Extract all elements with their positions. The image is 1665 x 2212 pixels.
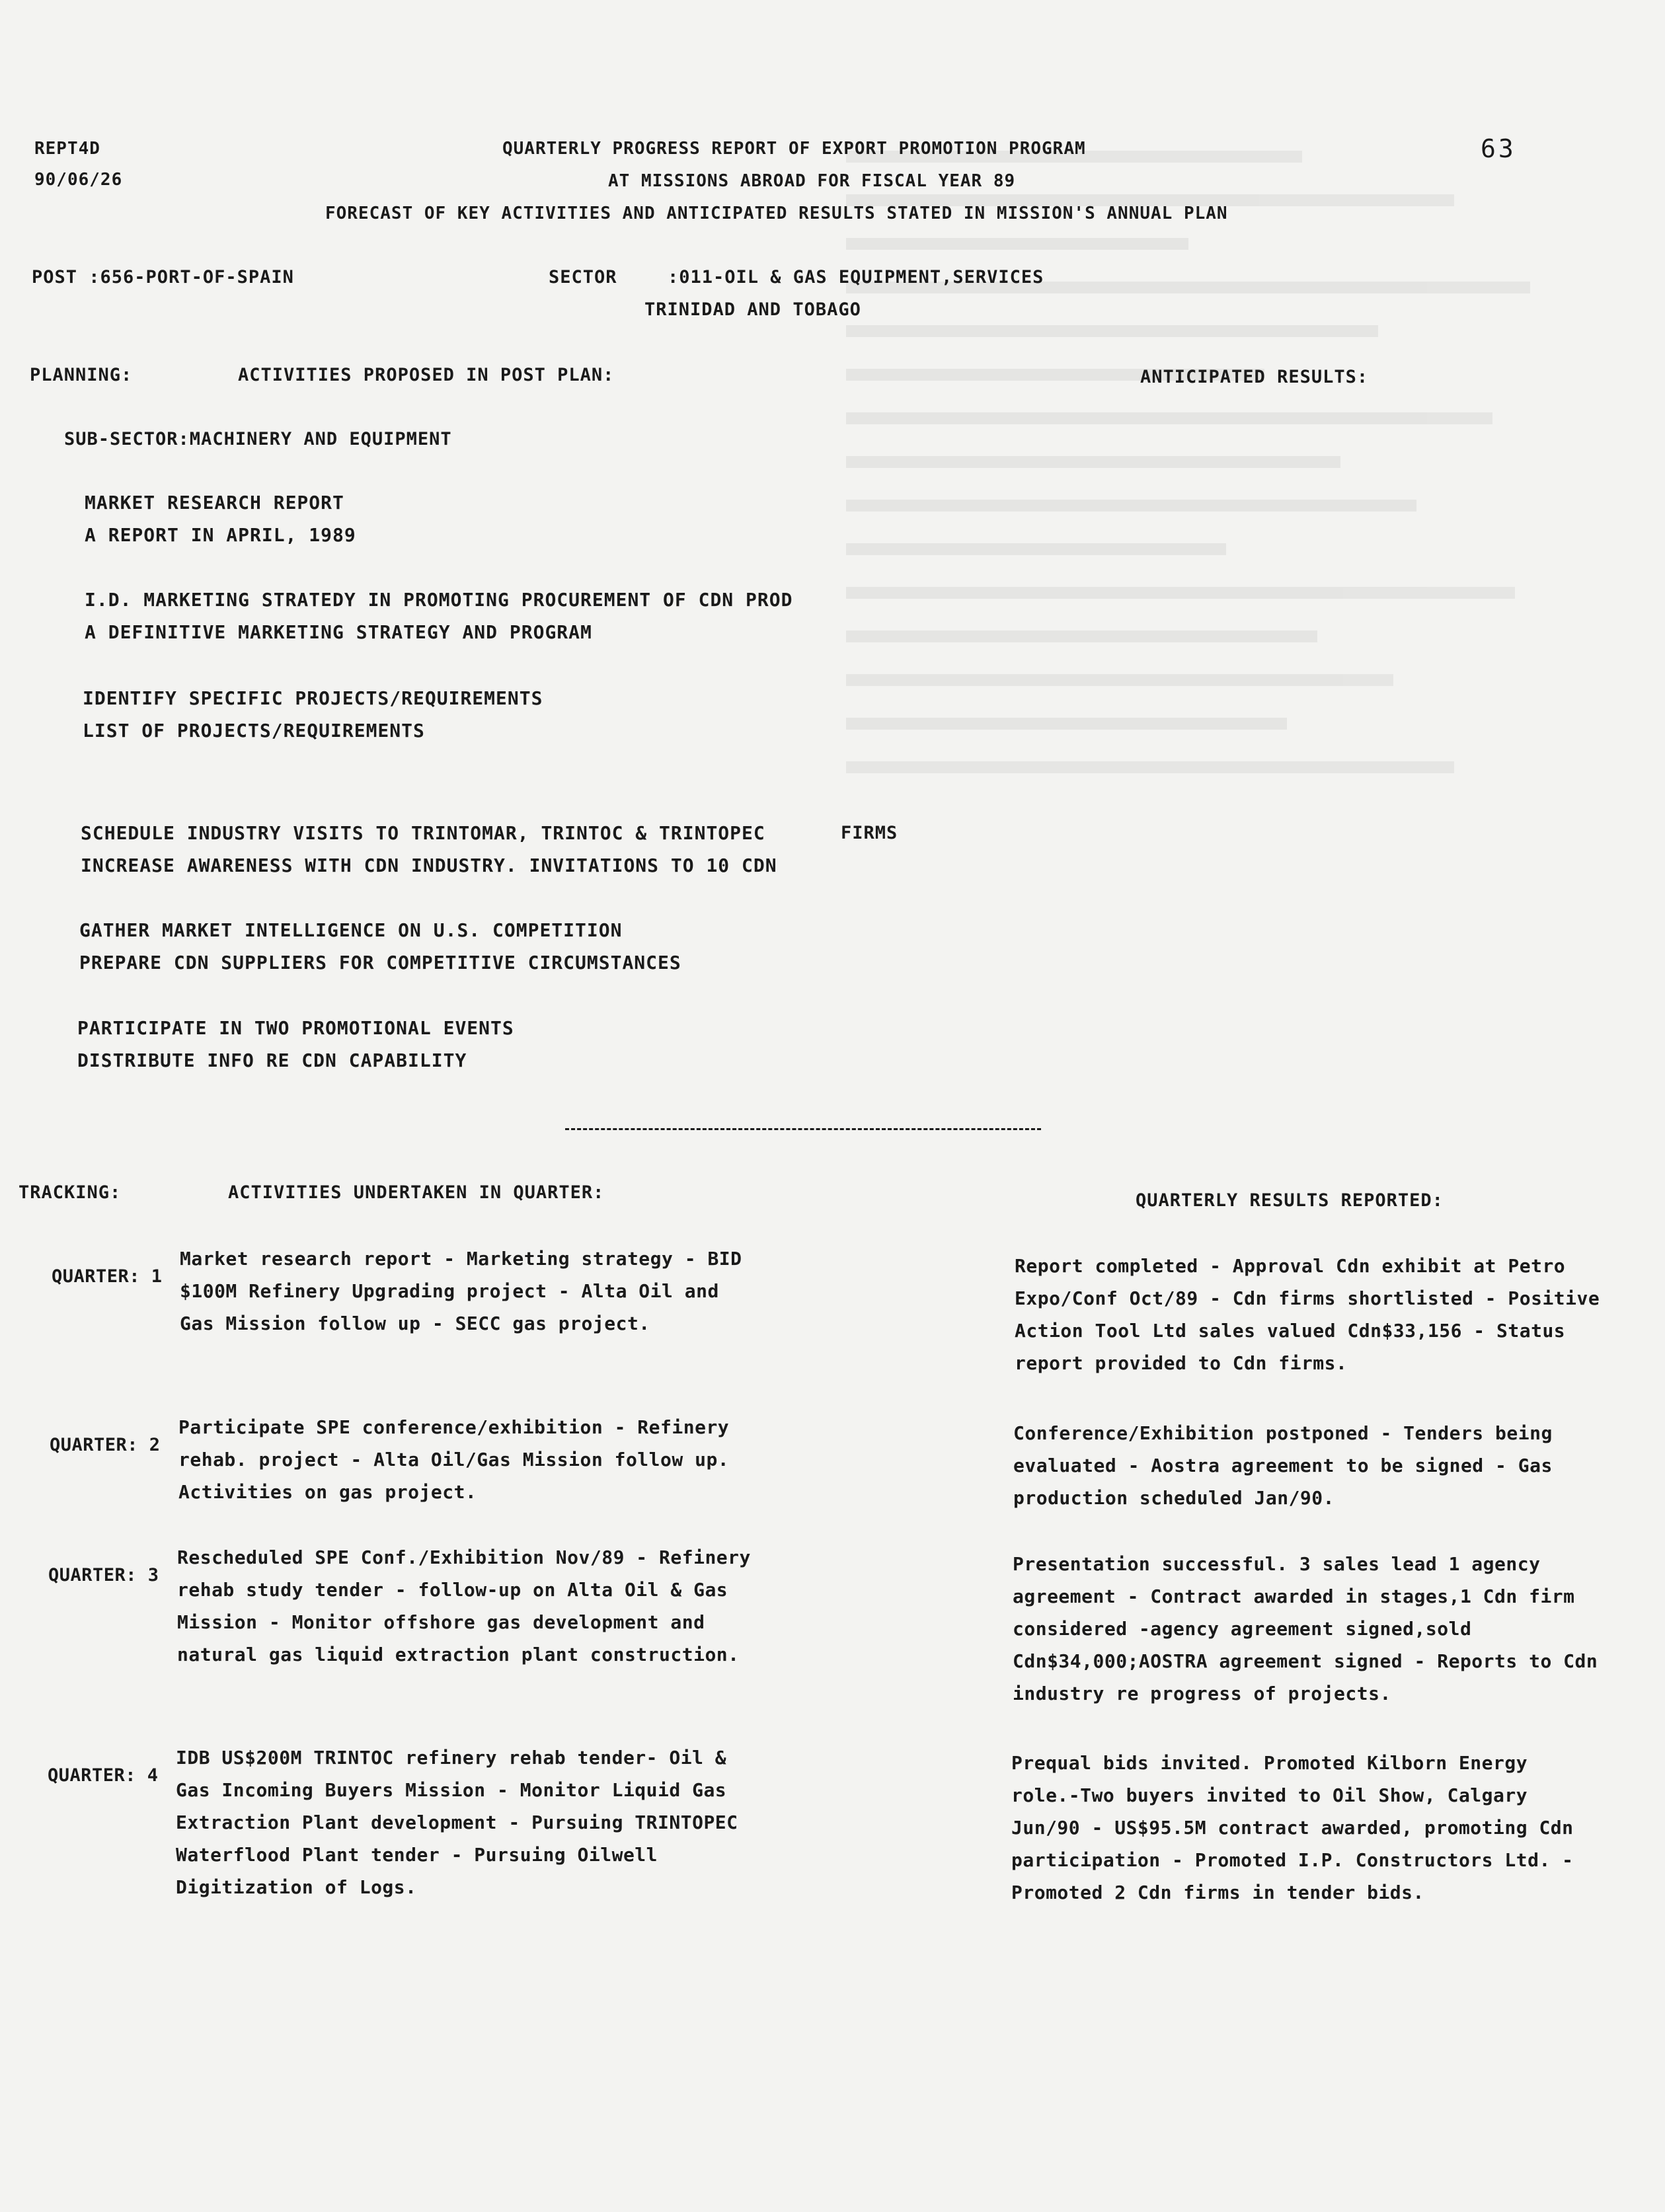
planning-activity-tail: FIRMS — [841, 823, 898, 843]
section-divider — [565, 1128, 1041, 1143]
planning-activity: SCHEDULE INDUSTRY VISITS TO TRINTOMAR, TRINTOC & TRINTOPEC — [81, 822, 765, 844]
tracking-label: TRACKING: — [19, 1182, 122, 1203]
sub-sector: SUB-SECTOR:MACHINERY AND EQUIPMENT — [64, 429, 452, 449]
report-id: REPT4D — [34, 139, 100, 159]
quarter-label: QUARTER: 4 — [48, 1765, 159, 1786]
planning-activity: I.D. MARKETING STRATEDY IN PROMOTING PROCUREMENT OF CDN PROD — [85, 589, 793, 611]
post-label: POST :656-PORT-OF-SPAIN — [32, 267, 294, 287]
planning-result: LIST OF PROJECTS/REQUIREMENTS — [83, 720, 425, 742]
planning-item — [79, 914, 681, 979]
planning-result: PREPARE CDN SUPPLIERS FOR COMPETITIVE CIRCUMSTANCES — [79, 952, 681, 973]
planning-label: PLANNING: — [30, 365, 133, 385]
sector-label: SECTOR — [549, 267, 617, 287]
planning-item — [85, 584, 793, 648]
planning-activity: IDENTIFY SPECIFIC PROJECTS/REQUIREMENTS — [83, 687, 543, 709]
quarter-results: Prequal bids invited. Promoted Kilborn Energy role.-Two buyers invited to Oil Show, Calgary Jun/90 - US$95.5M contract awarded, promoting Cdn participation - Promoted I.P. Constructors Ltd. - Promoted 2 Cdn firms in tender bids. — [1011, 1752, 1574, 1903]
planning-item — [77, 1012, 514, 1077]
planning-result: INCREASE AWARENESS WITH CDN INDUSTRY. INVITATIONS TO 10 CDN — [81, 855, 777, 876]
planning-item — [83, 682, 543, 747]
quarter-label: QUARTER: 3 — [48, 1565, 159, 1585]
country: TRINIDAD AND TOBAGO — [644, 299, 861, 320]
planning-results-heading: ANTICIPATED RESULTS: — [1140, 367, 1369, 387]
tracking-results-heading: QUARTERLY RESULTS REPORTED: — [1136, 1190, 1444, 1211]
report-date: 90/06/26 — [34, 170, 123, 190]
page-number: 63 — [1481, 134, 1516, 163]
planning-activities-heading: ACTIVITIES PROPOSED IN POST PLAN: — [238, 365, 615, 385]
quarter-activities: Rescheduled SPE Conf./Exhibition Nov/89 - Refinery rehab study tender - follow-up on Alta Oil & Gas Mission - Monitor offshore gas development and natural gas liquid extraction plant construction. — [177, 1546, 751, 1665]
planning-item — [81, 817, 777, 882]
title-line-3: FORECAST OF KEY ACTIVITIES AND ANTICIPATED RESULTS STATED IN MISSION'S ANNUAL PLAN — [325, 204, 1228, 223]
planning-item — [85, 486, 356, 551]
quarter-activities: IDB US$200M TRINTOC refinery rehab tender- Oil & Gas Incoming Buyers Mission - Monitor Liquid Gas Extraction Plant development - Pursuing TRINTOPEC Waterflood Plant tender - Pursuing Oilwell Digitization of Logs. — [176, 1747, 738, 1898]
quarter-results: Presentation successful. 3 sales lead 1 agency agreement - Contract awarded in stages,1 Cdn firm considered -agency agreement signed,sold Cdn$34,000;AOSTRA agreement signed - Reports to Cdn industry re progress of projects. — [1013, 1553, 1598, 1704]
title-line-1: QUARTERLY PROGRESS REPORT OF EXPORT PROMOTION PROGRAM — [502, 139, 1086, 159]
quarter-activities: Market research report - Marketing strategy - BID $100M Refinery Upgrading project - Alta Oil and Gas Mission follow up - SECC gas project. — [180, 1248, 742, 1334]
quarter-activities: Participate SPE conference/exhibition - Refinery rehab. project - Alta Oil/Gas Mission follow up. Activities on gas project. — [178, 1416, 730, 1503]
planning-activity: MARKET RESEARCH REPORT — [85, 492, 344, 514]
quarter-label: QUARTER: 2 — [50, 1435, 161, 1455]
planning-activity: PARTICIPATE IN TWO PROMOTIONAL EVENTS — [77, 1017, 514, 1039]
quarter-results: Report completed - Approval Cdn exhibit at Petro Expo/Conf Oct/89 - Cdn firms shortlisted - Positive Action Tool Ltd sales valued Cdn$33,156 - Status report provided to Cdn firms. — [1015, 1255, 1600, 1374]
planning-result: A DEFINITIVE MARKETING STRATEGY AND PROGRAM — [85, 621, 592, 643]
title-line-2: AT MISSIONS ABROAD FOR FISCAL YEAR 89 — [608, 171, 1016, 191]
tracking-activities-heading: ACTIVITIES UNDERTAKEN IN QUARTER: — [228, 1182, 605, 1203]
quarter-results: Conference/Exhibition postponed - Tenders being evaluated - Aostra agreement to be signed - Gas production scheduled Jan/90. — [1013, 1422, 1553, 1509]
sector-value: :011-OIL & GAS EQUIPMENT,SERVICES — [668, 267, 1044, 287]
planning-result: DISTRIBUTE INFO RE CDN CAPABILITY — [77, 1049, 467, 1071]
planning-result: A REPORT IN APRIL, 1989 — [85, 524, 356, 546]
planning-activity: GATHER MARKET INTELLIGENCE ON U.S. COMPETITION — [79, 919, 623, 941]
quarter-label: QUARTER: 1 — [52, 1266, 163, 1287]
